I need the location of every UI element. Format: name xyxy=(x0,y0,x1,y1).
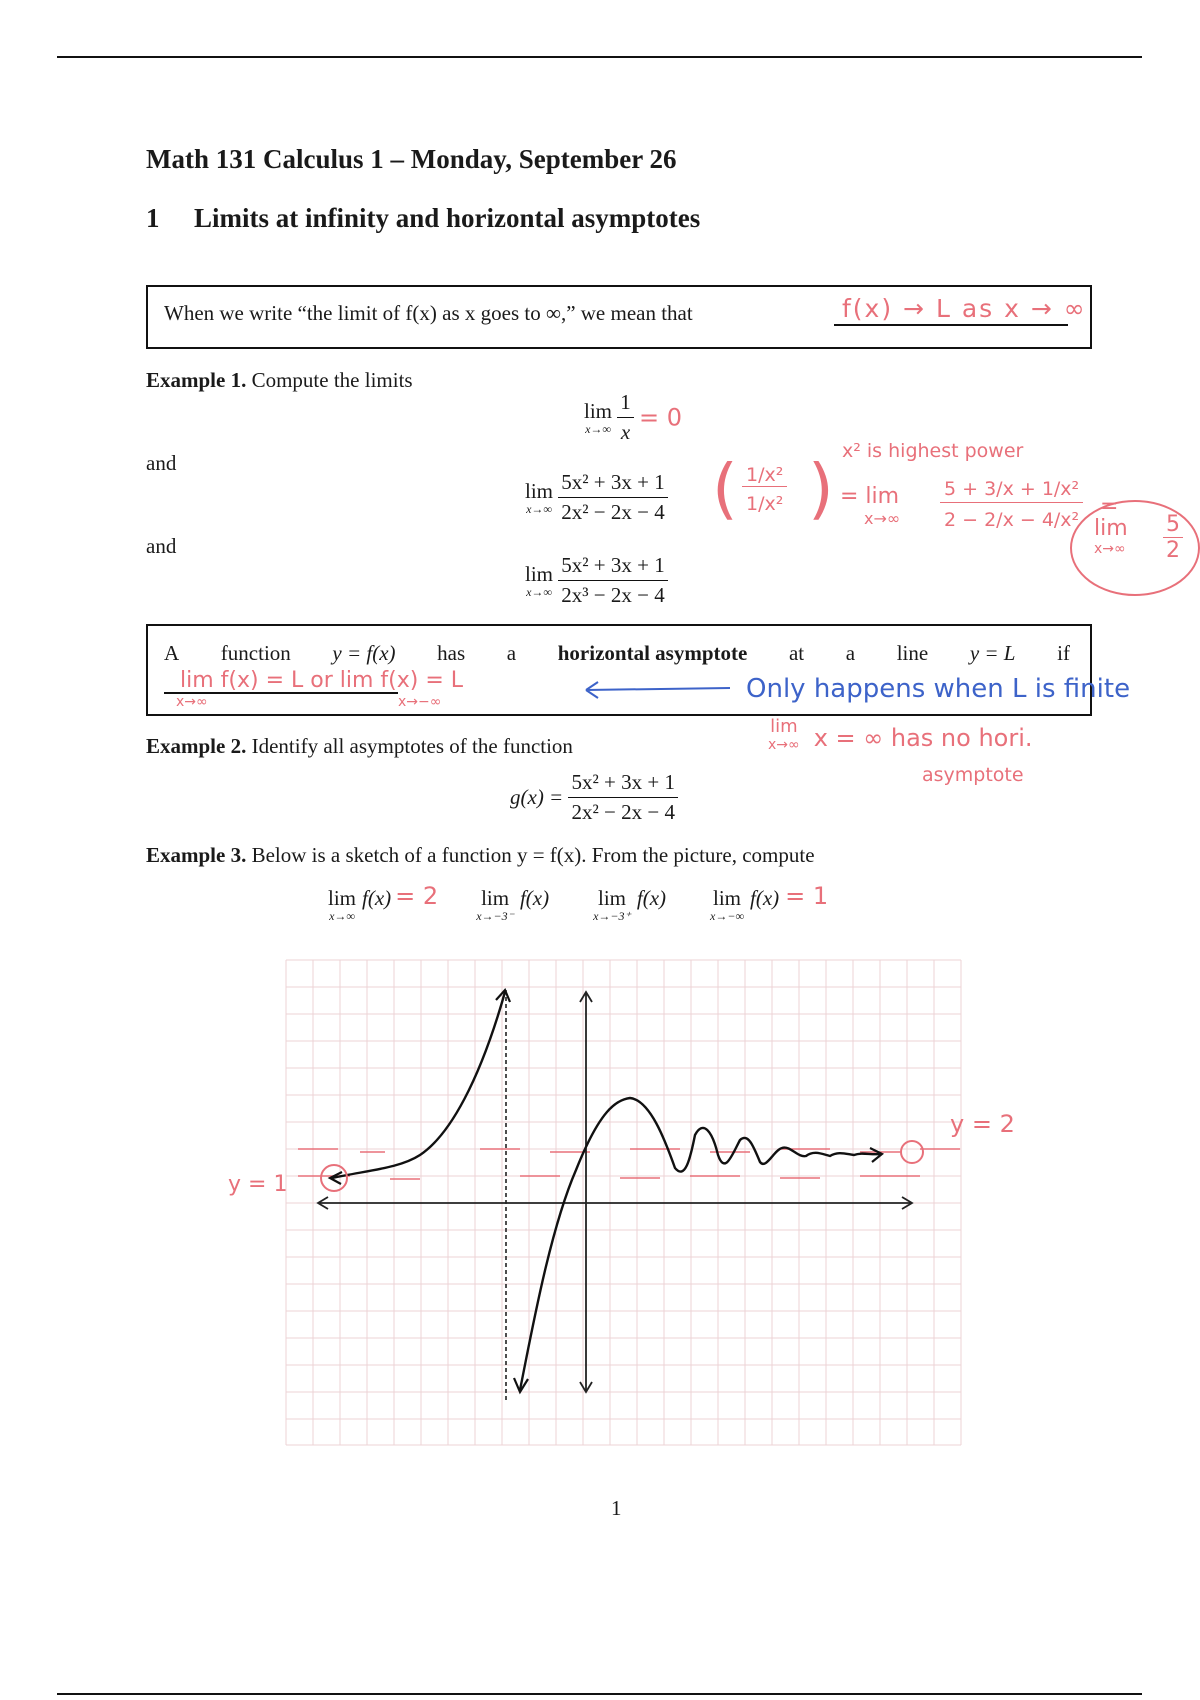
y-equals-fx: y = f(x) xyxy=(332,641,396,665)
example3-limits-row xyxy=(328,882,829,924)
rewrite-denominator: 2 − 2/x − 4/x² xyxy=(944,509,1080,531)
top-rule xyxy=(57,56,1142,58)
rewrite-fraction xyxy=(940,478,1083,531)
example2-note xyxy=(768,716,1033,753)
multiply-bottom: 1/x² xyxy=(746,493,784,515)
lim-operator xyxy=(584,399,612,437)
lim-word: lim xyxy=(525,478,554,503)
lim-word: lim xyxy=(481,886,510,910)
lim-subscript: x→−∞ xyxy=(710,909,745,923)
lim-operator xyxy=(328,886,356,924)
and-1: and xyxy=(146,451,177,475)
lim-subscript: x→∞ xyxy=(526,584,552,599)
word-at: at xyxy=(788,641,805,665)
section-heading xyxy=(146,203,700,234)
multiply-paren-close: ) xyxy=(808,450,834,527)
result-limit xyxy=(1094,516,1128,557)
word-a2: a xyxy=(506,641,517,665)
right-end-circle xyxy=(901,1141,923,1163)
lim-subscript: x→∞ xyxy=(329,909,355,923)
g-of-x: g(x) = xyxy=(510,785,564,809)
numerator: 5x² + 3x + 1 xyxy=(558,553,667,581)
limit-expression: f(x) xyxy=(636,886,667,910)
asymptote-definition-text xyxy=(164,641,1070,666)
word-line: line xyxy=(896,641,929,665)
word-function: function xyxy=(220,641,291,665)
horizontal-asymptote-term: horizontal asymptote xyxy=(557,641,748,665)
example2-function xyxy=(510,770,678,825)
lim-operator xyxy=(525,562,553,600)
definition-blank-line xyxy=(834,324,1068,326)
rewrite-lim-sub: x→∞ xyxy=(864,509,901,528)
lim-subscript: x→∞ xyxy=(526,501,552,516)
multiply-fraction xyxy=(742,464,787,515)
word-if: if xyxy=(1057,641,1070,665)
asymptote-handwritten-condition: lim f(x) = L or lim f(x) = L xyxy=(180,668,464,693)
example1-heading xyxy=(146,368,413,393)
fraction xyxy=(617,390,634,445)
example3-limit-2 xyxy=(476,886,555,924)
definition-handwritten-answer: f(x) → L as x → ∞ xyxy=(842,294,1087,323)
denominator: x xyxy=(620,420,631,444)
denominator: 2x² − 2x − 4 xyxy=(561,500,665,524)
rewrite-lim-word: = lim xyxy=(840,484,900,509)
multiply-paren-open: ( xyxy=(712,450,738,527)
limit-expression: f(x) xyxy=(519,886,550,910)
limit-answer: = 1 xyxy=(785,882,829,910)
fraction xyxy=(558,553,667,608)
function-sketch xyxy=(220,930,1000,1460)
lim-operator xyxy=(525,479,553,517)
word-a3: a xyxy=(845,641,856,665)
y-axis xyxy=(580,992,592,1392)
rewrite-equals: = xyxy=(1100,494,1119,519)
example2-heading xyxy=(146,734,573,759)
section-number: 1 xyxy=(146,203,160,233)
lim-word: lim xyxy=(525,561,554,586)
lim-word: lim xyxy=(597,886,626,910)
result-denominator: 2 xyxy=(1166,538,1180,563)
example2-note-line2: asymptote xyxy=(922,764,1024,786)
lim-subscript: x→∞ xyxy=(585,421,611,436)
y-equals-L: y = L xyxy=(969,641,1016,665)
rewrite-numerator: 5 + 3/x + 1/x² xyxy=(940,478,1083,503)
word-has: has xyxy=(437,641,466,665)
curve-left-branch xyxy=(332,992,505,1178)
lim-word: lim xyxy=(328,886,357,910)
example3-text: Below is a sketch of a function y = f(x). From the picture, compute xyxy=(251,843,815,867)
denominator: 2x² − 2x − 4 xyxy=(571,800,675,824)
asymptote-hw-sub-1: x→∞ xyxy=(176,694,208,710)
lim-subscript: x→−3⁺ xyxy=(593,909,631,923)
example1-label: Example 1. xyxy=(146,368,247,392)
limit-expression: f(x) xyxy=(362,886,392,910)
limit-expression: f(x) xyxy=(750,886,780,910)
example2-note-lim xyxy=(768,716,800,753)
fraction xyxy=(558,470,667,525)
finite-note: Only happens when L is finite xyxy=(746,674,1131,704)
result-lim-word: lim xyxy=(1094,516,1128,541)
example3-limit-4 xyxy=(710,882,829,924)
word-a: A xyxy=(164,641,180,665)
fraction xyxy=(568,770,677,825)
result-numerator: 5 xyxy=(1163,512,1183,538)
example2-label: Example 2. xyxy=(146,734,247,758)
limit-answer: = 2 xyxy=(395,882,439,910)
example1-limit-3 xyxy=(525,553,668,608)
numerator: 1 xyxy=(617,390,634,418)
page-number: 1 xyxy=(611,1496,622,1520)
result-lim-sub: x→∞ xyxy=(1094,541,1126,557)
numerator: 5x² + 3x + 1 xyxy=(558,470,667,498)
lim-operator xyxy=(593,886,631,924)
asymptote-hw-sub-2: x→−∞ xyxy=(398,694,442,710)
example1-text: Compute the limits xyxy=(251,368,413,392)
example3-heading xyxy=(146,843,815,868)
highest-power-note: x² is highest power xyxy=(842,440,1024,462)
lim-operator xyxy=(710,886,744,924)
limit-1-answer: = 0 xyxy=(639,403,683,432)
example1-limit-2 xyxy=(525,470,668,525)
definition-text: When we write “the limit of f(x) as x goes to ∞,” we mean that xyxy=(164,301,693,325)
example2-text: Identify all asymptotes of the function xyxy=(251,734,573,758)
multiply-top: 1/x² xyxy=(742,464,787,487)
result-fraction xyxy=(1163,512,1183,563)
page-title: Math 131 Calculus 1 – Monday, September 26 xyxy=(146,144,677,174)
example3-label: Example 3. xyxy=(146,843,247,867)
section-title: Limits at infinity and horizontal asymptotes xyxy=(194,203,701,233)
lim-operator xyxy=(476,886,514,924)
numerator: 5x² + 3x + 1 xyxy=(568,770,677,798)
note-expression: x = ∞ has no hori. xyxy=(813,724,1033,752)
rewrite-equals-lim xyxy=(840,484,900,528)
lim-word: lim xyxy=(713,886,742,910)
lim-subscript: x→−3⁻ xyxy=(476,909,514,923)
example3-limit-1 xyxy=(328,882,439,924)
label-y-equals-1: y = 1 xyxy=(228,1172,288,1197)
example3-limit-3 xyxy=(593,886,672,924)
denominator: 2x³ − 2x − 4 xyxy=(561,583,665,607)
lim-word: lim xyxy=(584,398,613,423)
x-axis xyxy=(318,1197,912,1209)
blue-arrow-left xyxy=(578,676,734,702)
bottom-rule xyxy=(57,1693,1142,1695)
and-2: and xyxy=(146,534,177,558)
example1-limit-1 xyxy=(584,390,682,445)
label-y-equals-2: y = 2 xyxy=(950,1110,1015,1138)
note-lim-word: lim xyxy=(770,716,798,737)
note-lim-sub: x→∞ xyxy=(768,737,800,753)
